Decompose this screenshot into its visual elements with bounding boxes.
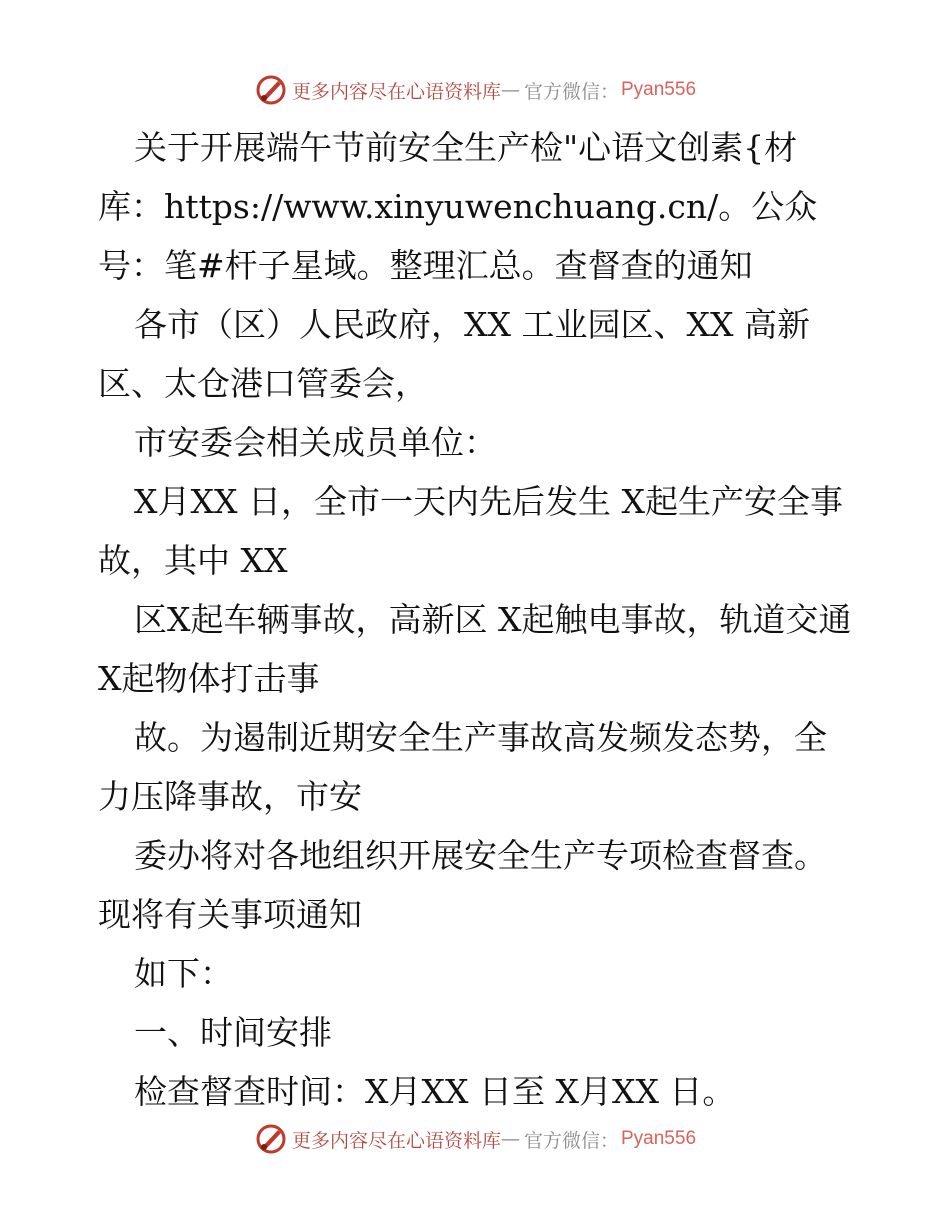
paragraph: 检查督查时间：X月XX 日至 X月XX 日。 [134, 1072, 736, 1111]
watermark-handle: Pyan556 [621, 79, 697, 100]
paragraph: 委办将对各地组织开展安全生产专项检查督查。现将有关事项通知 [98, 836, 827, 934]
paragraph: 如下： [134, 954, 233, 993]
watermark-text: 更多内容尽在心语资料库 [291, 1129, 501, 1152]
paragraph: 市安委会相关成员单位： [134, 423, 497, 462]
watermark-separator: — [500, 1128, 520, 1150]
paragraph: 各市（区）人民政府，XX 工业园区、XX 高新区、太仓港口管委会， [98, 305, 810, 403]
brush-logo-icon [254, 1122, 288, 1156]
brush-logo-icon [254, 73, 288, 107]
paragraph: 区X起车辆事故，高新区 X起触电事故，轨道交通 X起物体打击事 [98, 600, 852, 698]
watermark-handle: Pyan556 [621, 1128, 697, 1149]
document-body [98, 118, 858, 1121]
watermark-label: 官方微信： [523, 80, 619, 103]
watermark-text: 更多内容尽在心语资料库 [291, 80, 501, 103]
paragraph: 故。为遏制近期安全生产事故高发频发态势，全力压降事故，市安 [98, 718, 827, 816]
watermark-banner-top [0, 70, 950, 110]
section-heading: 一、时间安排 [134, 1013, 332, 1052]
watermark-separator: — [500, 79, 520, 101]
watermark-label: 官方微信： [523, 1129, 619, 1152]
document-title: 关于开展端午节前安全生产检"心语文创素{材库：https://www.xinyuwenchuang.cn/。公众号：笔#杆子星域。整理汇总。查督查的通知 [98, 128, 818, 285]
paragraph: X月XX 日，全市一天内先后发生 X起生产安全事故，其中 XX [98, 482, 843, 580]
watermark-banner-bottom [0, 1119, 950, 1159]
